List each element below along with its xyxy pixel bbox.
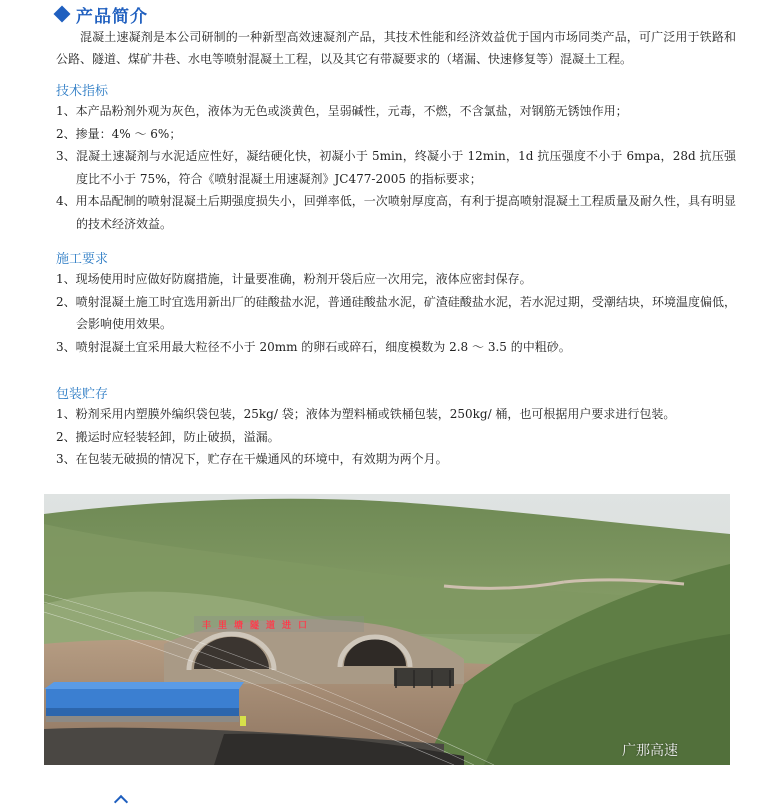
list-item: 3、喷射混凝土宜采用最大粒径不小于 20mm 的卵石或碎石，细度模数为 2.8 ～ 3.5 的中粗砂。 bbox=[56, 339, 571, 354]
title-row bbox=[56, 2, 148, 26]
tunnel-photo bbox=[44, 494, 730, 765]
list-item: 1、粉剂采用内塑膜外编织袋包装，25kg/ 袋；液体为塑料桶或铁桶包装，250kg/ 桶，也可根据用户要求进行包装。 bbox=[56, 407, 676, 421]
diamond-bullet-icon bbox=[54, 6, 71, 23]
page-title: 产品简介 bbox=[76, 6, 148, 27]
section-heading-construction: 施工要求 bbox=[56, 252, 109, 267]
list-item: 3、混凝土速凝剂与水泥适应性好，凝结硬化快，初凝小于 5min，终凝小于 12min，1d 抗压强度不小于 6mpa，28d 抗压强度比不小于 75%，符合《喷射混凝土用速凝剂》JC477-2005 的指标要求； bbox=[56, 149, 736, 186]
tunnel-scene-image bbox=[44, 494, 730, 765]
chevron-icon bbox=[114, 795, 128, 809]
section-heading-tech: 技术指标 bbox=[56, 84, 109, 99]
tunnel-sign-text: 丰里塘隧道进口 bbox=[202, 621, 315, 631]
section-heading-packaging: 包装贮存 bbox=[56, 387, 109, 402]
list-item: 3、在包装无破损的情况下，贮存在干燥通风的环境中，有效期为两个月。 bbox=[56, 452, 448, 466]
list-item: 1、本产品粉剂外观为灰色，液体为无色或淡黄色，呈弱碱性，元毒，不燃，不含氯盐，对钢筋无锈蚀作用； bbox=[56, 104, 628, 118]
intro-paragraph: 混凝土速凝剂是本公司研制的一种新型高效速凝剂产品，其技术性能和经济效益优于国内市场同类产品，可广泛用于铁路和公路、隧道、煤矿井巷、水电等喷射混凝土工程，以及其它有带凝要求的（堵漏、快速修复等）混凝土工程。 bbox=[56, 30, 736, 66]
photo-caption: 广那高速 bbox=[622, 743, 678, 759]
list-item: 4、用本品配制的喷射混凝土后期强度损失小，回弹率低，一次喷射厚度高，有利于提高喷射混凝土工程质量及耐久性，具有明显的技术经济效益。 bbox=[56, 194, 736, 231]
list-item: 2、搬运时应轻装轻卸，防止破损，溢漏。 bbox=[56, 429, 280, 444]
tech-list bbox=[56, 100, 736, 235]
list-item: 2、掺量：4% ～ 6%； bbox=[56, 126, 182, 141]
packaging-list bbox=[56, 403, 736, 471]
construction-list bbox=[56, 268, 736, 358]
list-item: 1、现场使用时应做好防腐措施，计量要准确，粉剂开袋后应一次用完，液体应密封保存。 bbox=[56, 272, 532, 286]
list-item: 2、喷射混凝土施工时宜选用新出厂的硅酸盐水泥，普通硅酸盐水泥，矿渣硅酸盐水泥，若水泥过期，受潮结块，环境温度偏低，会影响使用效果。 bbox=[56, 294, 736, 331]
